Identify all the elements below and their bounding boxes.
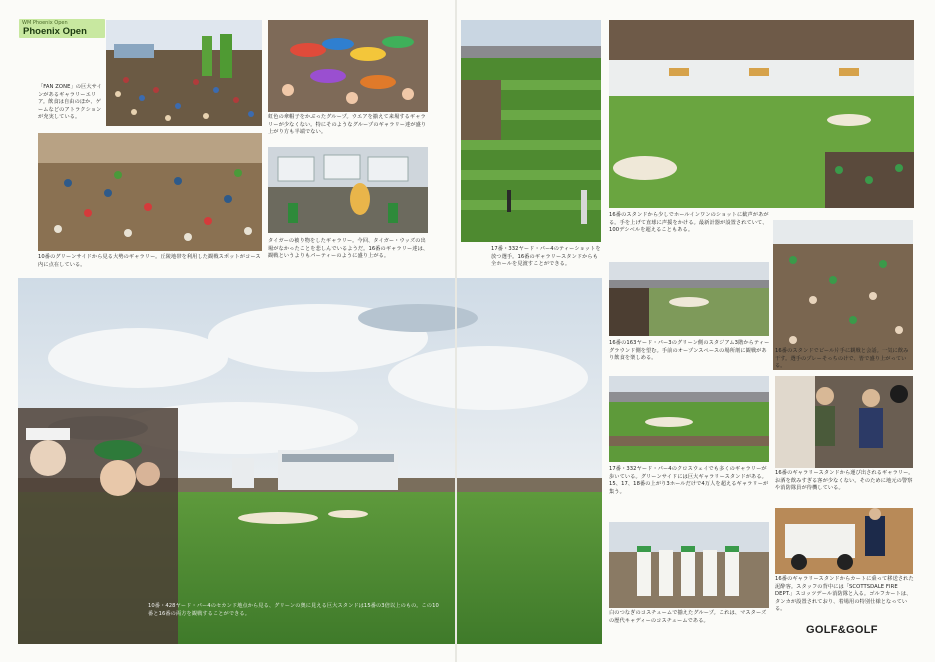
caption-umbrella-hats: 虹色の傘帽子をかぶったグループ。ウエアを揃えて来場するギャラリーが少なくない。特にそのようなグループのギャラリー達が盛り上がり方も半端でない。 (268, 114, 427, 136)
photo-hole17-tee (461, 20, 601, 242)
event-tag (19, 19, 105, 38)
caption-hole10-hill: 10番のグリーンサイドから見る大勢のギャラリー。丘陵地帯を利用した観戦スポットがコース内に点在している。 (38, 254, 261, 268)
caption-hole16-stadium: 16番のスタンドから少しでホールインワンのショットに歓声があがる。手を上げて直球に声援をかける。最新計器が設置されていて、100デシベルを超えることもある。 (609, 212, 769, 234)
caption-security: 16番のギャラリースタンドから運び出されるギャラリー。お酒を飲みすぎる客が少なくない。そのために地元の警察や消防隊員が待機している。 (775, 470, 914, 492)
caption-fire-dept: 16番のギャラリースタンドからカートに乗って移送された泥酔客。スタッフの背中には「SCOTTSDALE FIRE DEPT.」スコッツデール消防隊と入る。ゴルフカートは、タンカが設置されており、着場用の特別仕様となっている。 (775, 576, 914, 613)
photo-umbrella-hats (268, 20, 428, 112)
photo-hole10-big (18, 278, 602, 644)
caption-hole16-view: 16番の163ヤード・パー3のグリーン側のスタジアム3階からティーグラウンド側を望む。手前のオープンスペースの場所剤に観戦があり飲食を楽しめる。 (609, 340, 770, 362)
caption-beer-stand: 16番のスタンドでビール片手に観戦と会話。一気に飲み干す。選手のプレーそっちのけで、皆で盛り上がっている。 (775, 348, 909, 370)
caption-big-photo: 10番・428ヤード・パー4のセカンド地点から見る、グリーンの奥に見える巨大スタンドは15番の3倍以上のもの。この10番と16番の両方を観戦することができる。 (148, 603, 439, 617)
photo-tiger-fans (268, 147, 428, 233)
photo-security (775, 376, 913, 468)
photo-fan-zone (106, 20, 262, 126)
photo-hole17-crowd (609, 376, 769, 462)
caption-tiger-fans: タイガーの被り物をしたギャラリー。今回、タイガー・ウッズの出場がなかったことを悲しんでいるようだ。16番のギャラリー達は、観戦というよりもパーティーのように盛り上がる。 (268, 238, 429, 260)
gutter (455, 0, 457, 662)
photo-costume-group (609, 522, 769, 608)
caption-costume-group: 白のつなぎのコスチュームで揃えたグループ。これは、マスターズの歴代キャディーのコスチュームである。 (609, 610, 767, 624)
event-subtitle: WM Phoenix Open (22, 20, 68, 26)
magazine-brand: GOLF&GOLF (806, 624, 878, 636)
caption-hole17-crowd: 17番・332ヤード・パー4のクロスウェイでも多くのギャラリーが歩いている。グリーンサイドには巨大ギャラリースタンドがある。15、17、18番の上がり3ホールだけで4万人を超えるギャラリーが集う。 (609, 466, 769, 495)
caption-fan-zone: 「FAN ZONE」の巨大サインがあるギャラリーエリア。飲食は自由のほか、ゲームなどのアトラクションが充実している。 (38, 84, 102, 121)
photo-fire-dept-cart (775, 508, 913, 574)
photo-hole10-hill (38, 133, 262, 251)
event-title: Phoenix Open (23, 26, 87, 37)
photo-hole16-view (609, 262, 769, 336)
photo-hole16-stadium (609, 20, 914, 208)
caption-hole17-tee: 17番・332ヤード・パー4のティーショットを放つ選手。16番のギャラリースタンドからも全ホールを見渡すことができる。 (491, 246, 601, 268)
